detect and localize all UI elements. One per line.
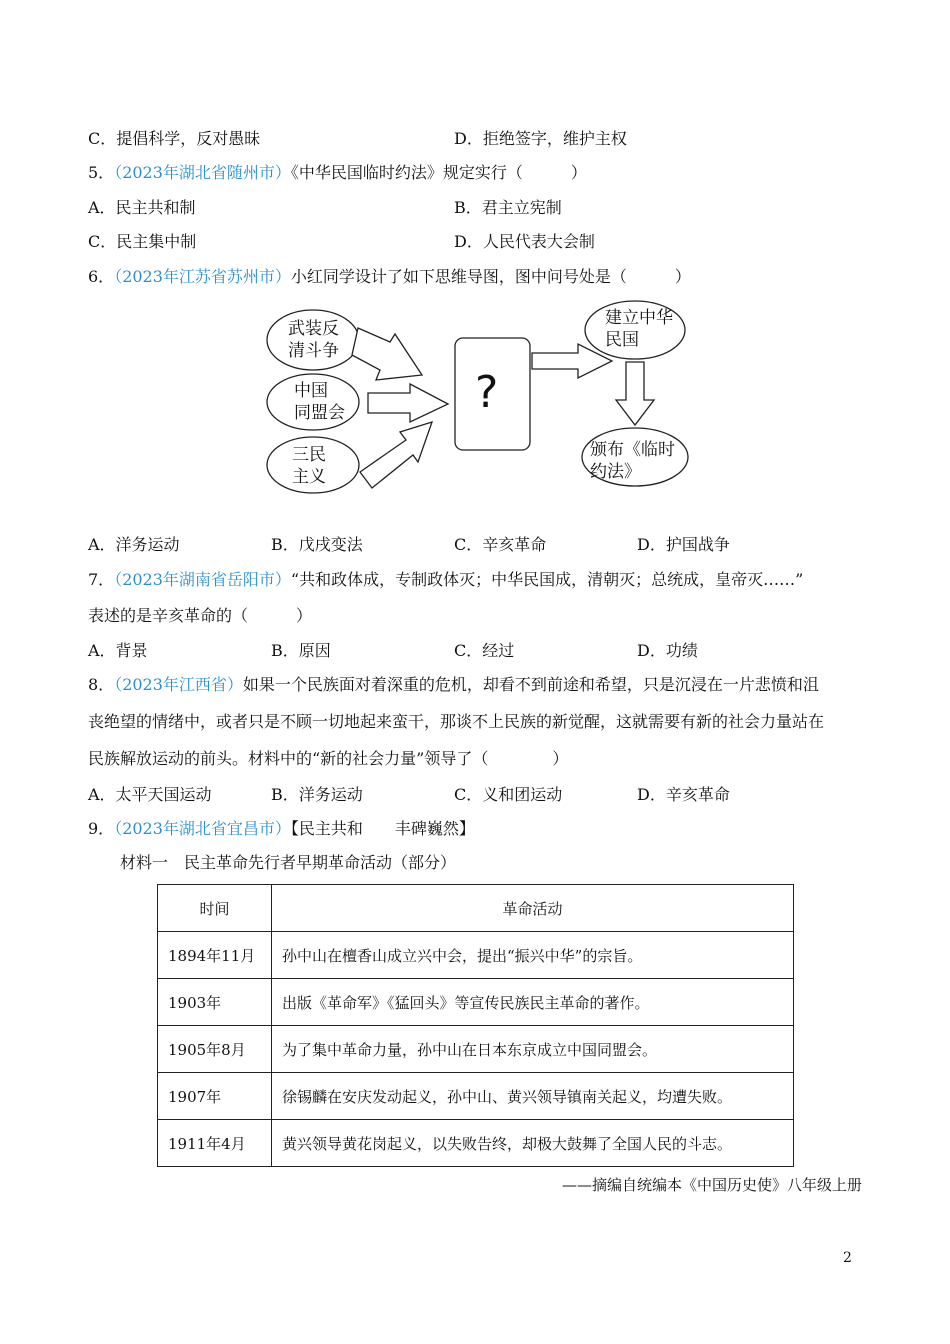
cell-activity: 黄兴领导黄花岗起义，以失败告终，却极大鼓舞了全国人民的斗志。 [272, 1120, 794, 1167]
table-row [158, 979, 794, 1026]
question-5 [88, 162, 587, 184]
q5-option-b: B．君主立宪制 [454, 198, 562, 217]
q8-option-b: B．洋务运动 [271, 785, 363, 804]
arrow-3 [360, 422, 432, 488]
q5-option-c: C．民主集中制 [88, 232, 197, 251]
question-source: （2023年江苏省苏州市） [114, 267, 291, 286]
q7-option-d: D．功绩 [637, 641, 698, 660]
q5-option-a: A．民主共和制 [88, 198, 196, 217]
q7-option-b: B．原因 [271, 641, 331, 660]
header-activity: 革命活动 [272, 885, 794, 932]
page-number: 2 [843, 1250, 852, 1266]
question-stem: 小红同学设计了如下思维导图，图中问号处是（ ） [290, 267, 691, 286]
question-number: 7． [88, 570, 115, 589]
cell-time: 1903年 [158, 979, 272, 1026]
q4-option-d: D．拒绝签字，维护主权 [454, 129, 627, 148]
table-row [158, 1026, 794, 1073]
label-provisional-constitution: 颁布《临时 约法》 [590, 440, 675, 482]
label-tongmenghui: 中国 同盟会 [294, 381, 345, 423]
q8-option-a: A．太平天国运动 [88, 785, 212, 804]
q6-option-b: B．戊戌变法 [271, 535, 363, 554]
question-stem: 如果一个民族面对着深重的危机，却看不到前途和希望，只是沉浸在一片悲愤和沮 [242, 675, 819, 694]
cell-time: 1894年11月 [158, 932, 272, 979]
q4-option-c: C．提倡科学，反对愚昧 [88, 129, 261, 148]
question-stem: “共和政体成，专制政体灭；中华民国成，清朝灭；总统成，皇帝灭……” [290, 570, 804, 589]
cell-activity: 孙中山在檀香山成立兴中会，提出“振兴中华”的宗旨。 [272, 932, 794, 979]
question-8-line3: 民族解放运动的前头。材料中的“新的社会力量”领导了（ ） [88, 749, 569, 768]
label-three-principles: 三民 主义 [292, 445, 326, 487]
question-number: 5． [88, 163, 115, 182]
question-number: 6． [88, 267, 115, 286]
q6-option-a: A．洋务运动 [88, 535, 180, 554]
cell-activity: 徐锡麟在安庆发动起义，孙中山、黄兴领导镇南关起义，均遭失败。 [272, 1073, 794, 1120]
table-row [158, 1120, 794, 1167]
q8-option-d: D．辛亥革命 [637, 785, 730, 804]
question-source: （2023年江西省） [114, 675, 243, 694]
q7-option-a: A．背景 [88, 641, 148, 660]
question-number: 8． [88, 675, 115, 694]
question-7 [88, 569, 803, 591]
question-source: （2023年湖南省岳阳市） [114, 570, 291, 589]
q8-option-c: C．义和团运动 [454, 785, 563, 804]
source-citation: ——摘编自统编本《中国历史使》八年级上册 [561, 1176, 862, 1194]
table-header-row [158, 885, 794, 932]
question-source: （2023年湖北省随州市） [114, 163, 291, 182]
q7-option-c: C．经过 [454, 641, 515, 660]
cell-activity: 出版《革命军》《猛回头》等宣传民族民主革命的著作。 [272, 979, 794, 1026]
cell-activity: 为了集中革命力量，孙中山在日本东京成立中国同盟会。 [272, 1026, 794, 1073]
arrow-5 [616, 362, 654, 425]
q6-option-d: D．护国战争 [637, 535, 730, 554]
cell-time: 1905年8月 [158, 1026, 272, 1073]
table-row [158, 932, 794, 979]
q5-option-d: D．人民代表大会制 [454, 232, 595, 251]
question-source: （2023年湖北省宜昌市） [114, 819, 291, 838]
question-8 [88, 674, 819, 696]
arrow-1 [352, 328, 422, 380]
question-mark: ? [475, 367, 499, 418]
revolution-activities-table [157, 884, 794, 1167]
question-stem: 《中华民国临时约法》规定实行（ ） [290, 163, 587, 182]
q6-option-c: C．辛亥革命 [454, 535, 547, 554]
cell-time: 1907年 [158, 1073, 272, 1120]
question-number: 9． [88, 819, 115, 838]
header-time: 时间 [158, 885, 272, 932]
arrow-2 [368, 384, 448, 422]
mind-map-diagram [260, 300, 700, 510]
question-6 [88, 266, 691, 288]
material-one-caption: 材料一 民主革命先行者早期革命活动（部分） [120, 853, 457, 872]
label-found-roc: 建立中华 民国 [605, 308, 673, 350]
label-armed-struggle: 武装反 清斗争 [288, 319, 339, 361]
question-9 [88, 818, 475, 840]
question-8-line2: 丧绝望的情绪中，或者只是不顾一切地起来蛮干，那谈不上民族的新觉醒，这就需要有新的社会力量站在 [88, 712, 825, 731]
cell-time: 1911年4月 [158, 1120, 272, 1167]
question-title: 【民主共和 丰碑巍然】 [290, 819, 475, 838]
table-row [158, 1073, 794, 1120]
question-7-line2: 表述的是辛亥革命的（ ） [88, 606, 313, 625]
